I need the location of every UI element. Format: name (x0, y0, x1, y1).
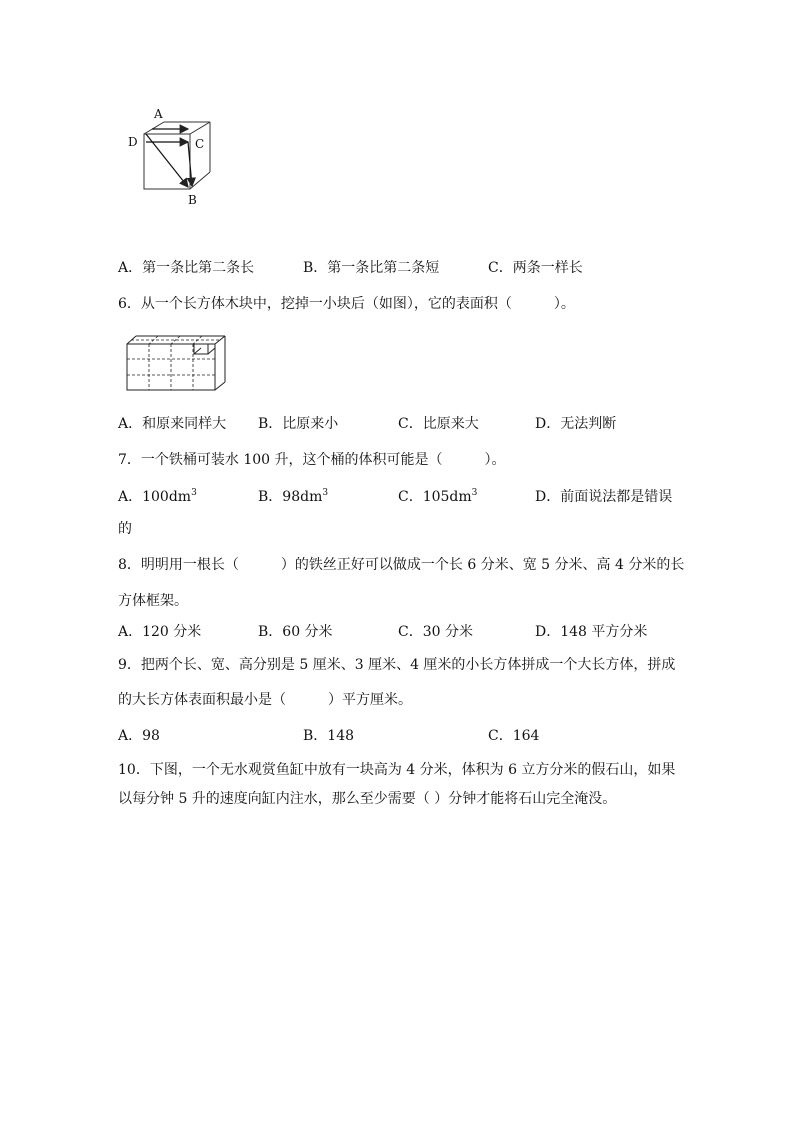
q5-option-c[interactable]: C．两条一样长 (488, 260, 583, 276)
q7-option-a[interactable]: A．$100dm^3$ (118, 488, 197, 505)
q8-option-a[interactable]: A．120 分米 (118, 624, 202, 640)
q7-option-b[interactable]: B．$98dm^3$ (258, 488, 329, 505)
q7-option-c[interactable]: C．$105dm^3$ (398, 488, 478, 505)
q10-stem-line1: 10．下图，一个无水观赏鱼缸中放有一块高为 4 分米，体积为 6 立方分米的假石山，如果 (118, 762, 676, 778)
q8-stem-line1: 8．明明用一根长（ ）的铁丝正好可以做成一个长 6 分米、宽 5 分米、高 4 分米的长 (118, 557, 685, 573)
q7-option-d-wrap: 的 (118, 521, 132, 537)
q7-stem: 7．一个铁桶可装水 100 升，这个桶的体积可能是（ ）。 (118, 452, 506, 468)
q5-option-b[interactable]: B．第一条比第二条短 (303, 260, 440, 276)
q6-stem: 6．从一个长方体木块中，挖掉一小块后（如图），它的表面积（ ）。 (118, 296, 575, 312)
q9-option-a[interactable]: A．98 (118, 728, 160, 744)
q6-option-a[interactable]: A．和原来同样大 (118, 416, 227, 432)
q5-option-a[interactable]: A．第一条比第二条长 (118, 260, 255, 276)
label-c: C (195, 137, 205, 151)
q8-option-c[interactable]: C．30 分米 (398, 624, 473, 640)
q8-option-d[interactable]: D．148 平方分米 (535, 624, 648, 640)
q10-stem-line2: 以每分钟 5 升的速度向缸内注水，那么至少需要（ ）分钟才能将石山完全淹没。 (118, 791, 617, 807)
q6-option-c[interactable]: C．比原来大 (398, 416, 479, 432)
cube-path-figure (122, 104, 222, 214)
q9-option-b[interactable]: B．148 (303, 728, 355, 744)
q9-option-c[interactable]: C．164 (488, 728, 540, 744)
q6-option-d[interactable]: D．无法判断 (535, 416, 617, 432)
q9-stem-line2: 的大长方体表面积最小是（ ）平方厘米。 (118, 692, 412, 708)
label-d: D (128, 135, 138, 149)
q8-option-b[interactable]: B．60 分米 (258, 624, 333, 640)
carved-cuboid-figure (122, 332, 232, 392)
q7-option-d[interactable]: D．前面说法都是错误 (535, 489, 673, 505)
label-b: B (188, 193, 197, 207)
q6-option-b[interactable]: B．比原来小 (258, 416, 339, 432)
q9-stem-line1: 9．把两个长、宽、高分别是 5 厘米、3 厘米、4 厘米的小长方体拼成一个大长方体，拼成 (118, 657, 676, 673)
label-a: A (154, 107, 163, 121)
q8-stem-line2: 方体框架。 (118, 593, 188, 609)
